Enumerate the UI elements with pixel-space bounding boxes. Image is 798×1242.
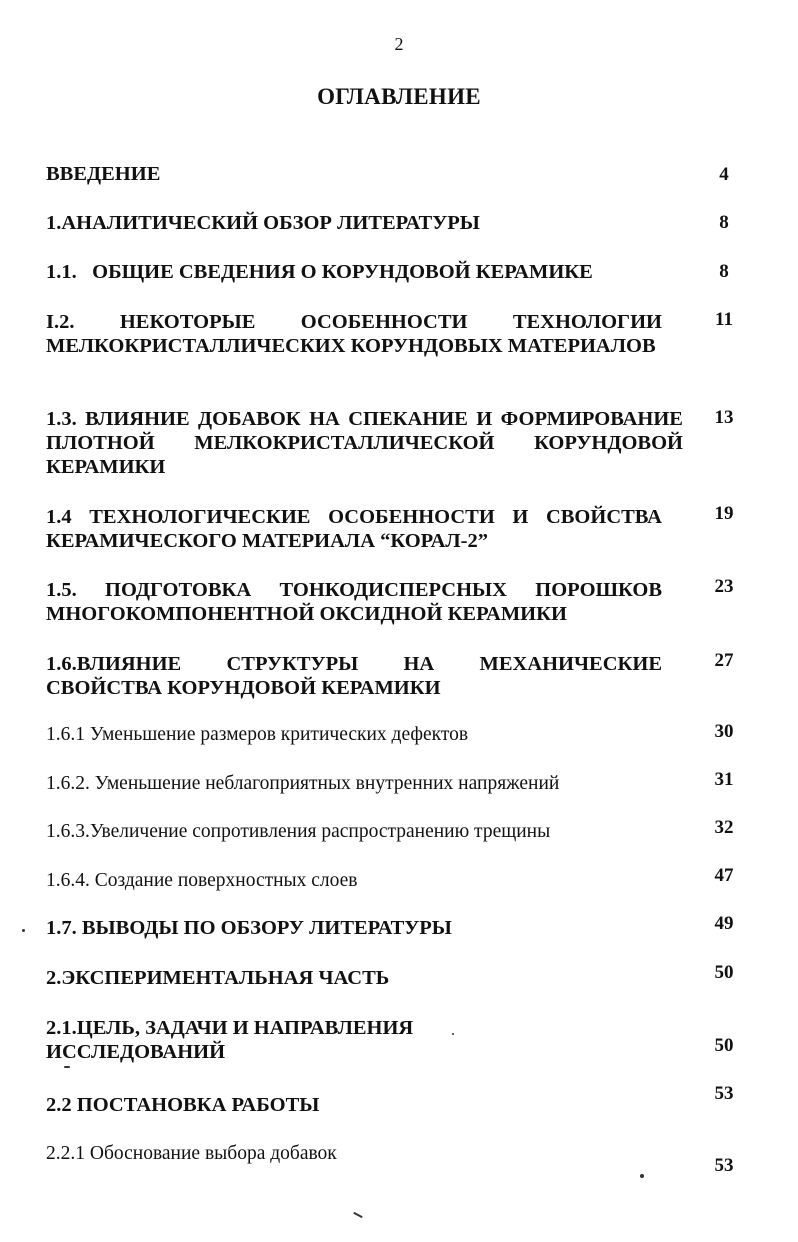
toc-entry-1-5 (46, 578, 662, 626)
toc-page-number: 4 (719, 164, 729, 185)
toc-entry-text: 2.2.1 Обоснование выбора добавок (46, 1143, 337, 1164)
toc-page-number: 47 (714, 865, 734, 886)
toc-entry-1-7 (46, 916, 686, 940)
toc-entry-text: 1.4 ТЕХНОЛОГИЧЕСКИЕ ОСОБЕННОСТИ И СВОЙСТВА КЕРАМИЧЕСКОГО МАТЕРИАЛА “КОРАЛ-2” (46, 506, 662, 552)
toc-entry-text: 1.6.3.Увеличение сопротивления распространению трещины (46, 821, 551, 842)
toc-page-number: 31 (714, 769, 734, 790)
scan-speck (640, 1174, 644, 1178)
scan-speck (64, 1066, 70, 1068)
toc-entry-text: 1.6.2. Уменьшение неблагоприятных внутренних напряжений (46, 773, 560, 794)
toc-entry-text: 1.3. ВЛИЯНИЕ ДОБАВОК НА СПЕКАНИЕ И ФОРМИРОВАНИЕ ПЛОТНОЙ МЕЛКОКРИСТАЛЛИЧЕСКОЙ КОРУНДОВОЙ КЕРАМИКИ (46, 408, 683, 478)
toc-entry-2 (46, 966, 686, 990)
toc-entry-1-6-3 (46, 820, 686, 844)
toc-page-number: 8 (719, 212, 729, 233)
toc-entry-text: 1.АНАЛИТИЧЕСКИЙ ОБЗОР ЛИТЕРАТУРЫ (46, 212, 480, 234)
scan-speck (452, 1033, 454, 1035)
toc-entry-text: 2.ЭКСПЕРИМЕНТАЛЬНАЯ ЧАСТЬ (46, 967, 390, 989)
toc-entry-2-1 (46, 1016, 451, 1064)
toc-page-number: 50 (714, 1035, 734, 1056)
toc-entry-1 (46, 211, 686, 235)
toc-page-number: 30 (714, 721, 734, 742)
toc-page-number: 11 (715, 309, 733, 330)
toc-entry-text: I.2. НЕКОТОРЫЕ ОСОБЕННОСТИ ТЕХНОЛОГИИ МЕЛКОКРИСТАЛЛИЧЕСКИХ КОРУНДОВЫХ МАТЕРИАЛОВ (46, 311, 662, 357)
toc-entry-text: 1.6.4. Создание поверхностных слоев (46, 870, 358, 891)
toc-entry-introduction (46, 162, 686, 186)
toc-entry-text: 1.7. ВЫВОДЫ ПО ОБЗОРУ ЛИТЕРАТУРЫ (46, 917, 452, 939)
page-number: 2 (394, 34, 404, 54)
toc-entry-1-6 (46, 652, 662, 700)
toc-page-number: 53 (714, 1155, 734, 1176)
toc-page-number: 23 (714, 576, 734, 597)
toc-entry-1-4 (46, 505, 662, 553)
toc-entry-1-6-2 (46, 772, 686, 796)
toc-entry-text: 1.5. ПОДГОТОВКА ТОНКОДИСПЕРСНЫХ ПОРОШКОВ МНОГОКОМПОНЕНТНОЙ ОКСИДНОЙ КЕРАМИКИ (46, 579, 662, 625)
scan-speck (353, 1212, 363, 1218)
toc-page-number: 32 (714, 817, 734, 838)
toc-entry-1-6-4 (46, 869, 686, 893)
toc-entry-text: 1.1. ОБЩИЕ СВЕДЕНИЯ О КОРУНДОВОЙ КЕРАМИКЕ (46, 261, 593, 283)
toc-page-number: 27 (714, 650, 734, 671)
toc-page-number: 53 (714, 1083, 734, 1104)
toc-entry-1-1 (46, 260, 686, 284)
toc-entry-text: 2.2 ПОСТАНОВКА РАБОТЫ (46, 1094, 320, 1116)
toc-entry-text: 2.1.ЦЕЛЬ, ЗАДАЧИ И НАПРАВЛЕНИЯ ИССЛЕДОВАНИЙ (46, 1017, 414, 1063)
toc-entry-text: 1.6.1 Уменьшение размеров критических дефектов (46, 724, 469, 745)
toc-entry-text: ВВЕДЕНИЕ (46, 163, 161, 185)
toc-entry-1-6-1 (46, 723, 686, 747)
page-title: ОГЛАВЛЕНИЕ (317, 84, 481, 109)
toc-entry-2-2-1 (46, 1142, 686, 1166)
toc-entry-text: 1.6.ВЛИЯНИЕ СТРУКТУРЫ НА МЕХАНИЧЕСКИЕ СВОЙСТВА КОРУНДОВОЙ КЕРАМИКИ (46, 653, 662, 699)
toc-page-number: 8 (719, 261, 729, 282)
toc-page-number: 13 (714, 407, 734, 428)
toc-page-number: 50 (714, 962, 734, 983)
scan-speck (22, 929, 25, 932)
toc-entry-1-2 (46, 310, 662, 358)
toc-page-number: 19 (714, 503, 734, 524)
toc-entry-1-3 (46, 407, 683, 479)
toc-entry-2-2 (46, 1093, 686, 1117)
toc-page-number: 49 (714, 913, 734, 934)
